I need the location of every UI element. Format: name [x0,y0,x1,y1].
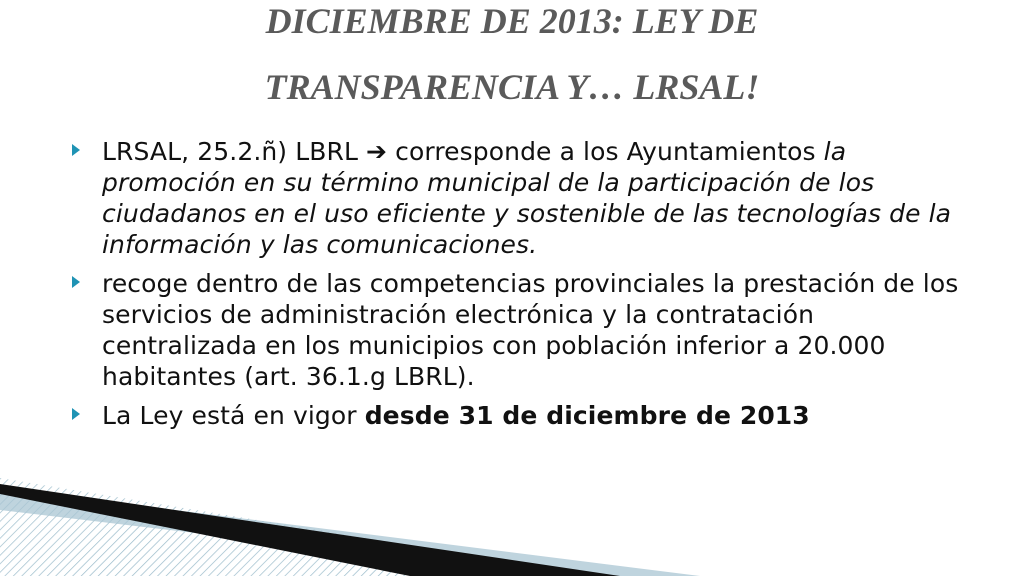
bullet-3-text: La Ley está en vigor [102,401,365,430]
bullet-item-lrsal [72,136,972,260]
bullet-list [72,136,972,439]
slide-title [150,0,874,120]
right-arrow-icon: ➔ [366,137,388,166]
bullet-1-prefix: LRSAL, 25.2.ñ) LBRL [102,137,367,166]
bullet-item-vigor [72,400,972,431]
bullet-1-emphasis: la promoción en su término municipal de la participación de los ciudadanos en el uso eficiente y sostenible de las tecnologías de la información y las comunicaciones. [102,137,952,259]
decorative-stripes [0,470,1024,576]
bullet-3-bold: desde 31 de diciembre de 2013 [364,401,810,430]
title-line-2: TRANSPARENCIA Y… LRSAL! [264,67,760,107]
bullet-1-text: corresponde a los Ayuntamientos [387,137,824,166]
title-line-1: DICIEMBRE DE 2013: LEY DE [265,1,759,41]
bullet-2-text: recoge dentro de las competencias provinciales la prestación de los servicios de administración electrónica y la contratación centralizada en los municipios con población inferior a 20.000 habitantes (art. 36.1.g LBRL). [102,269,959,391]
triangle-bullet-icon [72,276,80,288]
triangle-bullet-icon [72,144,80,156]
bullet-item-competencias [72,268,972,392]
triangle-bullet-icon [72,408,80,420]
